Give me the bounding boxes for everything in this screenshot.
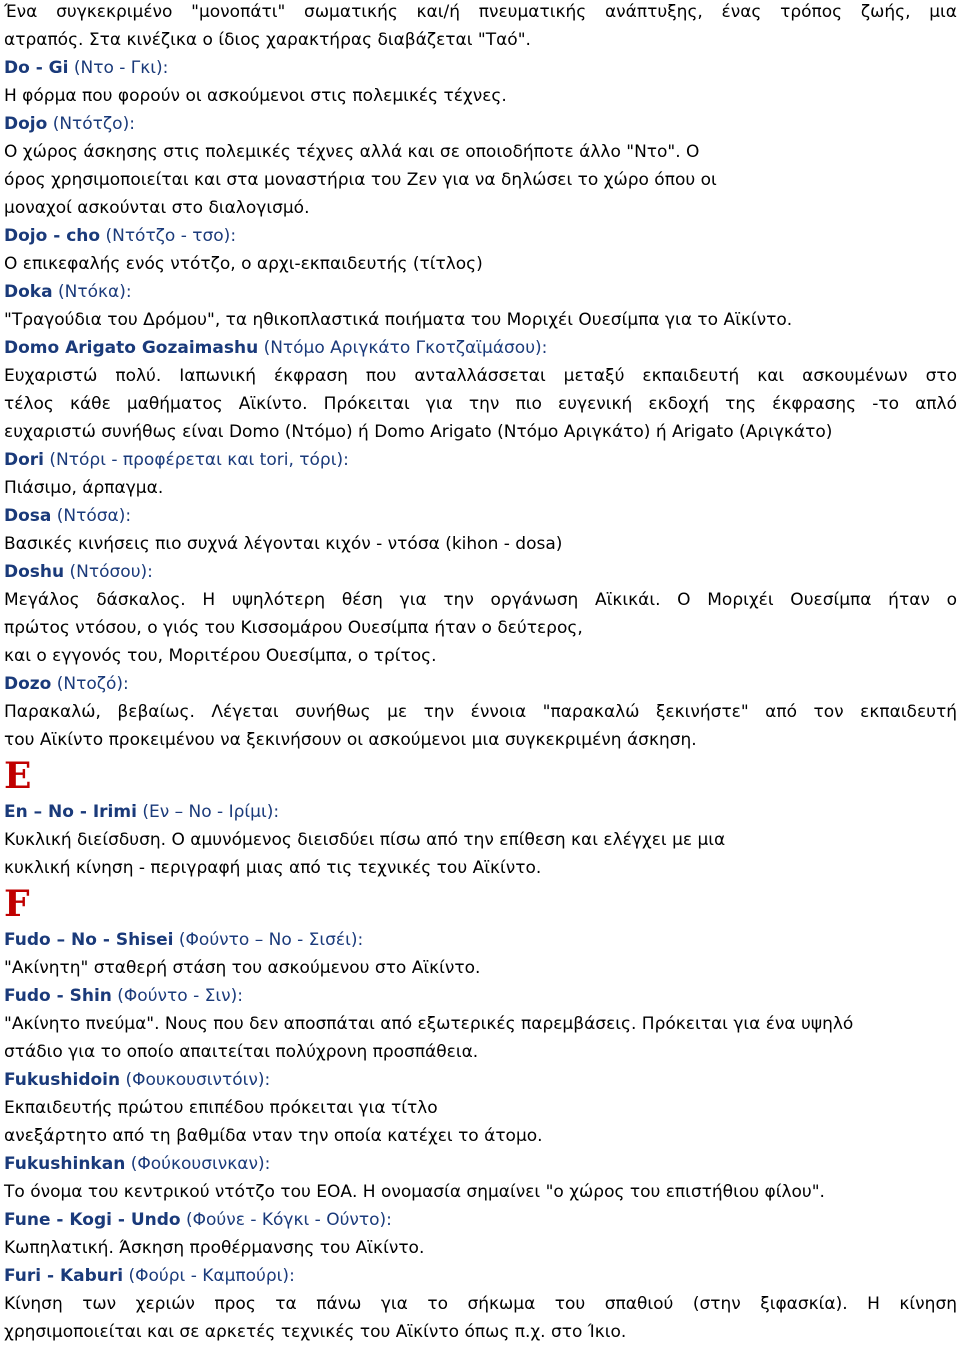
term-name: Dosa bbox=[4, 506, 52, 526]
term-name: Furi - Kaburi bbox=[4, 1266, 124, 1286]
term-dori bbox=[4, 448, 349, 474]
definition-line: πρώτος ντόσου, ο γιός του Κισσομάρου Ουεσίμπα ήταν ο δεύτερος, bbox=[4, 618, 583, 638]
term-pronunciation: (Φουκουσιντόιν): bbox=[120, 1070, 271, 1090]
term-pronunciation: (Φούρι - Καμπούρι): bbox=[123, 1266, 295, 1286]
definition-line: τέλος κάθε μαθήματος Αϊκίντο. Πρόκειται για την πιο ευγενική εκδοχή της έκφρασης -το απλό bbox=[4, 394, 957, 414]
term-name: Fukushidoin bbox=[4, 1070, 121, 1090]
term-fukushidoin bbox=[4, 1068, 270, 1094]
term-pronunciation: (Ντότζο): bbox=[47, 114, 135, 134]
term-fudo-shin bbox=[4, 984, 243, 1010]
term-name: Dojo - cho bbox=[4, 226, 101, 246]
term-pronunciation: (Φούντο – Νο - Σισέι): bbox=[173, 930, 364, 950]
definition-line: του Αϊκίντο προκειμένου να ξεκινήσουν οι ασκούμενοι μια συγκεκριμένη άσκηση. bbox=[4, 730, 697, 750]
definition-line: Πιάσιμο, άρπαγμα. bbox=[4, 478, 164, 498]
definition-line: Κωπηλατική. Άσκηση προθέρμανσης του Αϊκίντο. bbox=[4, 1238, 425, 1258]
definition-line: όρος χρησιμοποιείται και στα μοναστήρια του Ζεν για να δηλώσει το χώρο όπου οι bbox=[4, 170, 717, 190]
term-name: Dojo bbox=[4, 114, 48, 134]
intro-line-1: Ένα συγκεκριμένο "μονοπάτι" σωματικής και/ή πνευματικής ανάπτυξης, ένας τρόπος ζωής, μια bbox=[4, 2, 957, 22]
term-name: Do - Gi bbox=[4, 58, 69, 78]
term-pronunciation: (Φούνε - Κόγκι - Ούντο): bbox=[180, 1210, 392, 1230]
term-pronunciation: (Ντόσου): bbox=[64, 562, 153, 582]
term-name: Fudo - Shin bbox=[4, 986, 112, 1006]
definition-line: Ο επικεφαλής ενός ντότζο, ο αρχι-εκπαιδευτής (τίτλος) bbox=[4, 254, 483, 274]
term-doshu bbox=[4, 560, 153, 586]
definition-line: ευχαριστώ συνήθως είναι Domo (Ντόμο) ή Domo Arigato (Ντόμο Αριγκάτο) ή Arigato (Αριγκάτο) bbox=[4, 422, 833, 442]
term-dosa bbox=[4, 504, 131, 530]
definition-line: ανεξάρτητο από τη βαθμίδα νταν την οποία κατέχει το άτομο. bbox=[4, 1126, 543, 1146]
definition-line: και ο εγγονός του, Μοριτέρου Ουεσίμπα, ο τρίτος. bbox=[4, 646, 437, 666]
definition-line: στάδιο για το οποίο απαιτείται πολύχρονη προσπάθεια. bbox=[4, 1042, 479, 1062]
term-fukushinkan bbox=[4, 1152, 270, 1178]
term-do-gi bbox=[4, 56, 168, 82]
term-pronunciation: (Ντόσα): bbox=[51, 506, 132, 526]
term-pronunciation: (Φούντο - Σιν): bbox=[111, 986, 243, 1006]
term-name: Fudo – No - Shisei bbox=[4, 930, 174, 950]
term-pronunciation: (Ντότζο - τσο): bbox=[100, 226, 237, 246]
term-fudo-no-shisei bbox=[4, 928, 363, 954]
definition-line: Βασικές κινήσεις πιο συχνά λέγονται κιχόν - ντόσα (kihon - dosa) bbox=[4, 534, 563, 554]
term-name: Domo Arigato Gozaimashu bbox=[4, 338, 259, 358]
definition-line: Ευχαριστώ πολύ. Ιαπωνική έκφραση που ανταλλάσσεται μεταξύ εκπαιδευτή και ασκουμένων στο bbox=[4, 366, 957, 386]
term-pronunciation: (Εν – Νο - Ιρίμι): bbox=[136, 802, 280, 822]
definition-line: Κυκλική διείσδυση. Ο αμυνόμενος διεισδύει πίσω από την επίθεση και ελέγχει με μια bbox=[4, 830, 726, 850]
term-en-no-irimi bbox=[4, 800, 279, 826]
definition-line: κυκλική κίνηση - περιγραφή μιας από τις τεχνικές του Αϊκίντο. bbox=[4, 858, 542, 878]
term-domo-arigato bbox=[4, 336, 547, 362]
term-name: Fukushinkan bbox=[4, 1154, 126, 1174]
term-pronunciation: (Ντόμο Αριγκάτο Γκοτζαϊμάσου): bbox=[258, 338, 548, 358]
definition-line: "Τραγούδια του Δρόμου", τα ηθικοπλαστικά ποιήματα του Μοριχέι Ουεσίμπα για το Αϊκίντο. bbox=[4, 310, 793, 330]
definition-line: "Ακίνητο πνεύμα". Νους που δεν αποσπάται από εξωτερικές παρεμβάσεις. Πρόκειται για ένα υψηλό bbox=[4, 1014, 854, 1034]
term-dojo bbox=[4, 112, 135, 138]
term-pronunciation: (Ντο - Γκι): bbox=[68, 58, 169, 78]
term-pronunciation: (Ντόρι - προφέρεται και tori, τόρι): bbox=[44, 450, 349, 470]
definition-line: Παρακαλώ, βεβαίως. Λέγεται συνήθως με την έννοια "παρακαλώ ξεκινήστε" από τον εκπαιδευτή bbox=[4, 702, 957, 722]
definition-line: Μεγάλος δάσκαλος. Η υψηλότερη θέση για την οργάνωση Αϊκικάι. Ο Μοριχέι Ουεσίμπα ήταν ο bbox=[4, 590, 957, 610]
definition-line: Εκπαιδευτής πρώτου επιπέδου πρόκειται για τίτλο bbox=[4, 1098, 438, 1118]
definition-line: Ο χώρος άσκησης στις πολεμικές τέχνες αλλά και σε οποιοδήποτε άλλο "Ντο". Ο bbox=[4, 142, 700, 162]
section-letter-e: E bbox=[4, 755, 32, 797]
section-letter-f: F bbox=[4, 883, 30, 925]
term-pronunciation: (Φούκουσινκαν): bbox=[125, 1154, 271, 1174]
term-pronunciation: (Ντόκα): bbox=[52, 282, 132, 302]
term-name: Fune - Kogi - Undo bbox=[4, 1210, 181, 1230]
term-name: Dori bbox=[4, 450, 45, 470]
term-dozo bbox=[4, 672, 129, 698]
term-name: Doka bbox=[4, 282, 53, 302]
term-pronunciation: (Ντοζό): bbox=[51, 674, 129, 694]
term-name: En – No - Irimi bbox=[4, 802, 137, 822]
term-fune-kogi-undo bbox=[4, 1208, 392, 1234]
definition-line: Το όνομα του κεντρικού ντότζο του ΕΟΑ. Η ονομασία σημαίνει "ο χώρος του επιστήθιου φίλου". bbox=[4, 1182, 825, 1202]
term-furi-kaburi bbox=[4, 1264, 295, 1290]
term-dojo-cho bbox=[4, 224, 236, 250]
term-doka bbox=[4, 280, 132, 306]
definition-line: Κίνηση των χεριών προς τα πάνω για το σήκωμα του σπαθιού (στην ξιφασκία). Η κίνηση bbox=[4, 1294, 957, 1314]
definition-line: μοναχοί ασκούνται στο διαλογισμό. bbox=[4, 198, 310, 218]
intro-line-2: ατραπός. Στα κινέζικα ο ίδιος χαρακτήρας διαβάζεται "Ταό". bbox=[4, 30, 531, 50]
definition-line: "Ακίνητη" σταθερή στάση του ασκούμενου στο Αϊκίντο. bbox=[4, 958, 481, 978]
definition-line: Η φόρμα που φορούν οι ασκούμενοι στις πολεμικές τέχνες. bbox=[4, 86, 507, 106]
definition-line: χρησιμοποιείται και σε αρκετές τεχνικές του Αϊκίντο όπως π.χ. στο Ίκιο. bbox=[4, 1322, 627, 1342]
term-name: Dozo bbox=[4, 674, 52, 694]
term-name: Doshu bbox=[4, 562, 65, 582]
